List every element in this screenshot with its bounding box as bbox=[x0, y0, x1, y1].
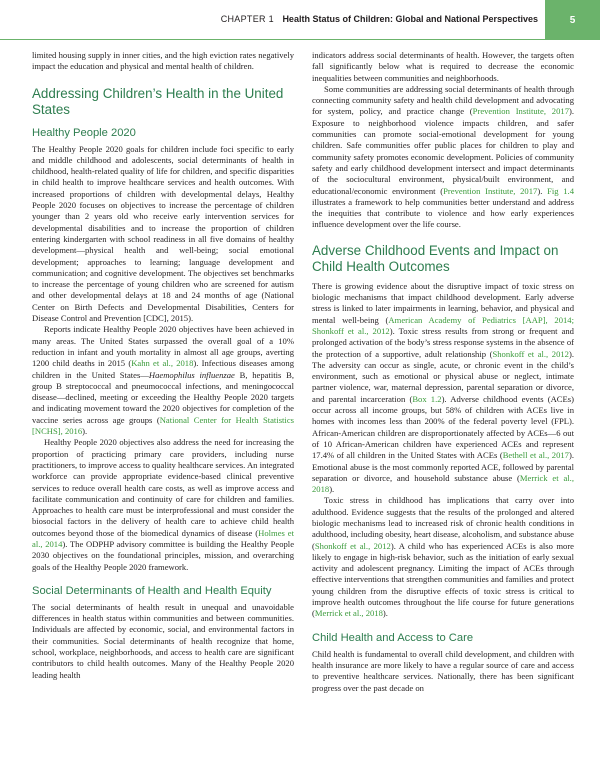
paragraph-text: ). bbox=[382, 608, 388, 619]
running-header bbox=[0, 14, 538, 24]
citation-link[interactable]: Shonkoff et al., 2012 bbox=[492, 348, 569, 359]
citation-link[interactable]: National Center for Health Statistics [NCHS], 2016 bbox=[32, 414, 294, 437]
box-link[interactable]: Box 1.2 bbox=[412, 393, 442, 404]
figure-link[interactable]: Fig 1.4 bbox=[547, 185, 574, 196]
paragraph-text: ). A child who has experienced ACEs is also more likely to engage in high-risk behavior, such as the initiation of early sexual activity and adolescent pregnancy. Limiting the impact of ACEs through effective interventions that strengthen communities and families and protect young children from the disruptive effects of toxic stress is critical to improve health outcomes throughout the life course for future generations ( bbox=[312, 540, 575, 619]
citation-link[interactable]: Prevention Institute, 2017 bbox=[472, 106, 569, 117]
subheading-social-determinants: Social Determinants of Health and Health Equity bbox=[32, 584, 272, 597]
paragraph bbox=[32, 437, 294, 573]
paragraph: Child health is fundamental to overall child development, and children with health insurance are more likely to have a regular source of care and access to preventive healthcare services. Nationally, there has been significant progress over the past decade on bbox=[312, 648, 574, 693]
paragraph-text: Some communities are addressing social determinants of health through connecting community safety and health child development and advocating for system, policy, and practice change ( bbox=[312, 83, 574, 117]
paragraph: The social determinants of health result in unequal and unavoidable differences in health status within communities and between communities. Individuals are affected by economic, social, and environmental factors in their communities. Social determinants of health recognize that home, school, workplace, neighborhoods, and access to health care are significant contributors to child health outcomes. Many of the Healthy People 2020 leading health bbox=[32, 601, 294, 680]
paragraph-text: ). Exposure to neighborhood violence impacts children, and safer communities can promote social-emotional development for young children. Safe communities offer public places for children to play and community safety promotes economic development. Policies of community safety and early childhood development intersect and impact determinants of the sociocultural environment, physical/built environment, and educational/economic environment ( bbox=[312, 106, 575, 196]
citation-link[interactable]: Bethell et al., 2017 bbox=[502, 450, 569, 461]
paragraph bbox=[312, 495, 574, 619]
paragraph-text: illustrates a framework to help communities better understand and address the inequities that contribute to violence and how early experiences influence development over the life course. bbox=[312, 196, 574, 230]
citation-link[interactable]: Kahn et al., 2018 bbox=[131, 358, 194, 369]
right-column bbox=[312, 50, 574, 694]
paragraph-text: ). Emotional abuse is the most commonly reported ACE, followed by parental separation or divorce, and household substance abuse ( bbox=[312, 450, 574, 483]
paragraph-text: ). bbox=[329, 484, 335, 495]
citation-link[interactable]: Prevention Institute, 2017 bbox=[443, 185, 538, 196]
paragraph-text: There is growing evidence about the disruptive impact of toxic stress on biologic mechanisms that impact childhood development. Early adverse stress is linked to later impairments in learning, behavior, and physical and mental well-being ( bbox=[312, 280, 574, 325]
citation-link[interactable]: Merrick et al., 2018 bbox=[312, 472, 574, 495]
paragraph bbox=[32, 324, 294, 437]
page-number-tab bbox=[545, 0, 600, 40]
paragraph-text: ). The adversity can occur as single, acute, or chronic event in the child’s environment, such as emotional or physical abuse or neglect, intimate partner violence, war, maternal depression, parental separation or divorce, and parental incarceration ( bbox=[312, 348, 574, 404]
paragraph-text: Toxic stress in childhood has implications that carry over into adulthood. Evidence suggests that the results of the prolonged and altered biologic mechanisms lead to increased risk of chronic health conditions in adulthood, including obesity, heart disease, alcoholism, and substance abuse ( bbox=[312, 495, 574, 551]
paragraph-text: Healthy People 2020 objectives also address the need for increasing the proportion of practicing primary care providers, including nurse practitioners, to improve access to quality healthcare services. An integrated workforce can provide appropriate evidence-based clinical preventive services to reduce overall health care costs, as well as improve access and facilitate communication and continuity of care for children and families. Approaches to health care must be interprofessional and must consider the biosocial factors in the delivery of health care to achieve child health outcomes beyond those of the biomedical dynamics of disease ( bbox=[32, 437, 294, 538]
header-rule bbox=[0, 39, 600, 40]
paragraph-text: ). The ODPHP advisory committee is building the Healthy People 2030 objectives on the foundational principles, mission, and overarching goals of the Healthy People 2020 framework. bbox=[32, 538, 295, 572]
section-heading-aces: Adverse Childhood Events and Impact on Child Health Outcomes bbox=[312, 242, 559, 275]
paragraph: limited housing supply in inner cities, and the high eviction rates negatively impact the education and physical and mental health of children. bbox=[32, 50, 294, 72]
paragraph: indicators address social determinants of health. However, the targets often fall significantly below what is required to decrease the economic inequalities between communities and neighborhoods. bbox=[312, 50, 574, 83]
paragraph-text: B, hepatitis B, group B streptococcal and pneumococcal infections, and meningococcal disease—declined, meeting or exceeding the Healthy People 2020 targets and indicating movement toward the 2020 objectives for completion of the vaccine series across age groups ( bbox=[32, 369, 294, 425]
citation-link[interactable]: Holmes et al., 2014 bbox=[32, 527, 294, 549]
left-column bbox=[32, 50, 294, 681]
section-heading-addressing: Addressing Children’s Health in the United States bbox=[32, 85, 284, 118]
citation-link[interactable]: American Academy of Pediatrics [AAP], 2014; Shonkoff et al., 2012 bbox=[312, 314, 574, 336]
paragraph-text: ). Adverse childhood events (ACEs) occur across all income groups, but 58% of children with ACEs live in homes with incomes less than 200% of the federal poverty level (FPL). African-American children are disproportionately affected by ACEs—6 out of 10 African-American children have experienced ACEs and represent 17.4% of all children in the United States with ACEs ( bbox=[312, 393, 574, 461]
paragraph bbox=[312, 281, 574, 496]
paragraph bbox=[32, 144, 294, 325]
paragraph-text: ). bbox=[82, 426, 88, 437]
italic-term: Haemophilus influenzae bbox=[148, 369, 235, 380]
paragraph-text: The Healthy People 2020 goals for children include foci specific to early and middle childhood and adolescents, social determinants of health in childhood, health-related quality of life for children, and specific disparities in child health to improve healthcare services and health outcomes. With increased proportions of children with developmental delays, Healthy People 2020 focuses on objectives to increase the percentage of children younger than 2 years old who receive early intervention services for developmental disabilities and to increase the proportion of children entering kindergarten with school readiness in all five domains of healthy development—physical health and well-being; social emotional development; approaches to learning; language development and communication; and cognitive development. The objectives set benchmarks to increase the percentage of young children who are screened for autism and other developmental delays at 18 and 24 months of age (National Center on Birth Defects and Developmental Disabilities, Centers for Disease Control and Prevention [CDC], 2015). bbox=[32, 143, 294, 324]
paragraph bbox=[312, 84, 574, 231]
subheading-healthy-people-2020: Healthy People 2020 bbox=[32, 126, 136, 139]
paragraph-text: ). Toxic stress results from strong or frequent and prolonged activation of the body’s stress response systems in the absence of the protection of a supportive, adult relationship ( bbox=[312, 325, 574, 359]
paragraph-text: ). bbox=[537, 185, 548, 196]
subheading-access-to-care: Child Health and Access to Care bbox=[312, 631, 474, 644]
chapter-title: Health Status of Children: Global and National Perspectives bbox=[282, 14, 538, 24]
page-number: 5 bbox=[569, 14, 576, 26]
citation-link[interactable]: Merrick et al., 2018 bbox=[314, 608, 383, 619]
chapter-label: CHAPTER 1 bbox=[220, 14, 274, 24]
citation-link[interactable]: Shonkoff et al., 2012 bbox=[314, 540, 391, 551]
paragraph-text: Reports indicate Healthy People 2020 objectives have been achieved in many areas. The United States surpassed the overall goal of a 10% reduction in infant and youth mortality in almost all age groups, averting 1200 child deaths in 2015 ( bbox=[32, 324, 294, 369]
paragraph-text: ). Infectious diseases among children in the United States— bbox=[32, 358, 294, 380]
